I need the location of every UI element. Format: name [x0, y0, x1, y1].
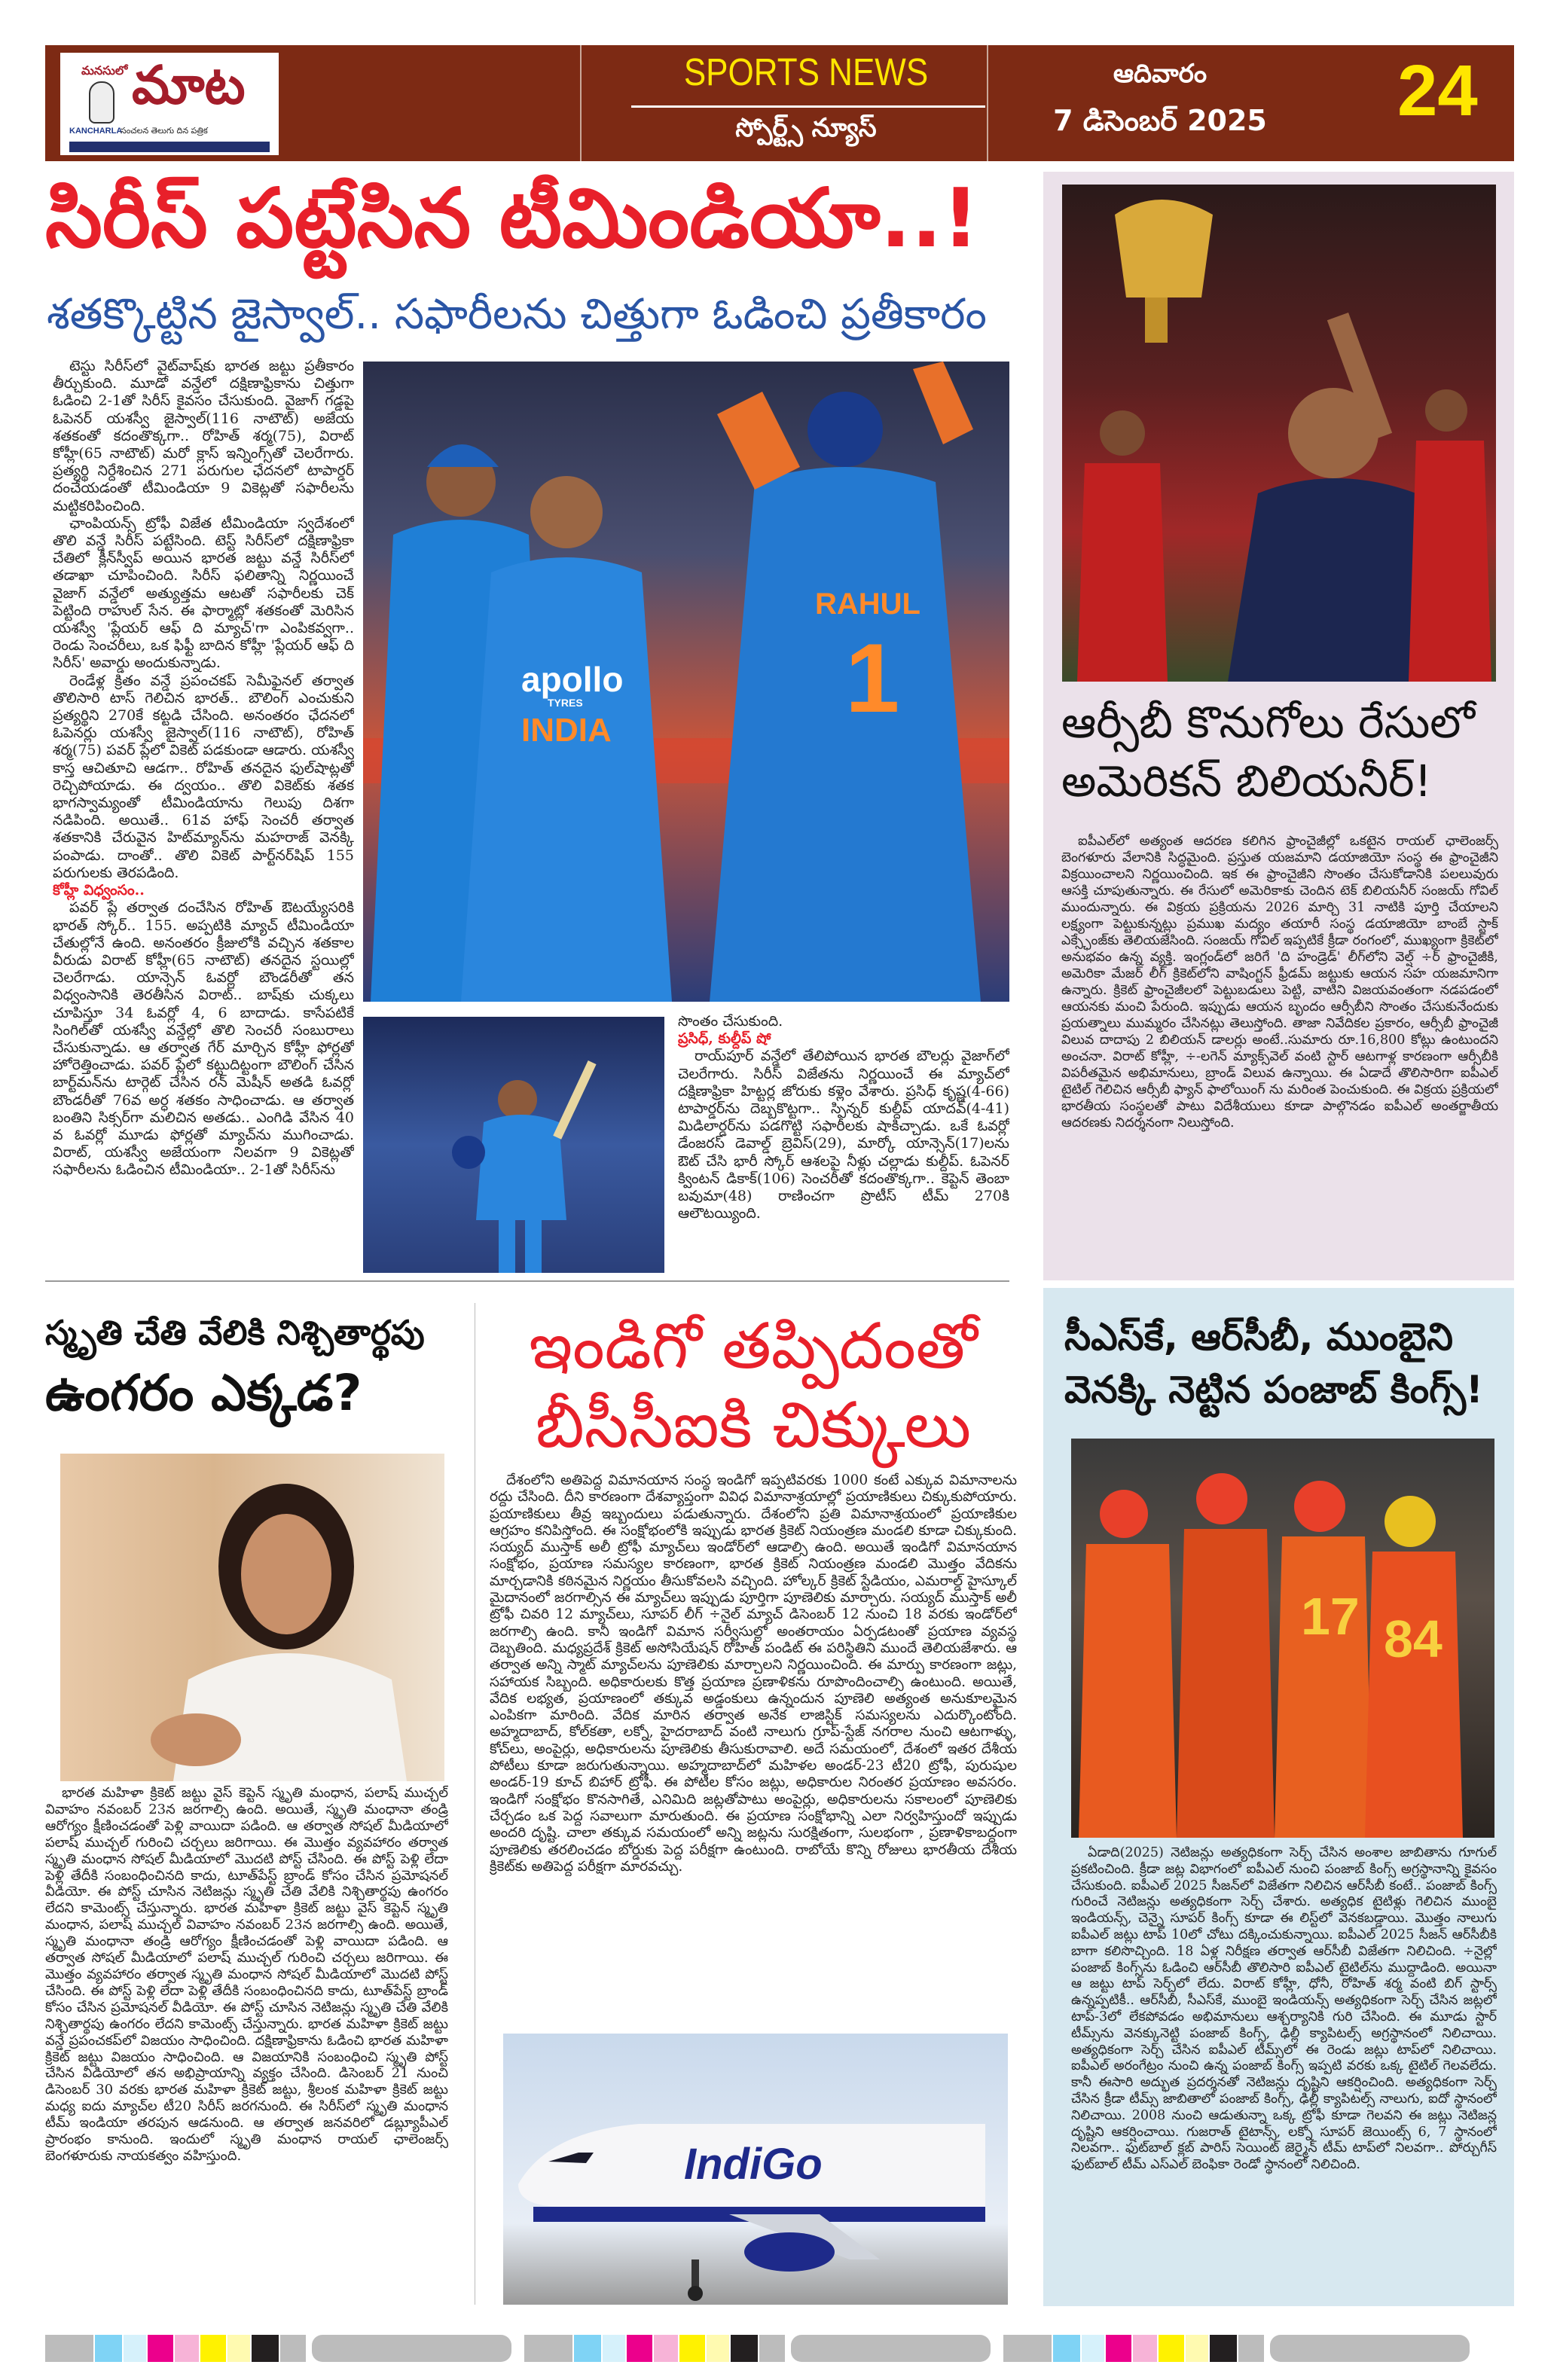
svg-text:84: 84	[1384, 1610, 1443, 1668]
indigo-story-body	[490, 1472, 1017, 2007]
jersey-sponsor: apollo	[521, 660, 624, 699]
airline-logo-text: IndiGo	[684, 2140, 823, 2189]
section-title-en: SPORTS NEWS	[683, 51, 929, 94]
gray-registration-bar	[312, 2335, 511, 2362]
color-bar-group	[524, 2335, 992, 2362]
portrait-illustration	[60, 1454, 444, 1781]
color-swatch	[280, 2335, 306, 2362]
newspaper-logo[interactable]	[60, 53, 279, 155]
rcb-photo-trophy[interactable]	[1062, 185, 1496, 682]
headline-line: అమెరికన్ బిలియనీర్!	[1061, 755, 1432, 807]
color-swatch	[1106, 2335, 1131, 2362]
paragraph: రెండేళ్ల క్రితం వన్డే ప్రపంచకప్ సెమీఫైనల్ తర్వాత తొలిసారి టాస్ గెలిచిన భారత్.. బౌలింగ్ ఎంచుకుని ప్రత్యర్థిని 270కే కట్టడి చేసింది. అనంతరం ఛేదనలో ఓపెనర్లు యశస్వీ జైస్వాల్(116 నాటౌట్), రోహిత్ శర్మ(75) పవర్ ప్లేలో వికెట్ పడకుండా ఆడారు. యశస్వీ కాస్త ఆచితూచి ఆడగా.. రోహిత్ తనదైన ఫుల్‌షాట్లతో రెచ్చిపోయాడు. ఈ ద్వయం.. తొలి వికెట్‌కు శతక భాగస్వామ్యంతో టీమిండియాను గెలుపు దిశగా నడిపింది. అయితే.. 61వ హాఫ్ సెంచరీ తర్వాత శతకానికి చేరువైన హిట్‌మ్యాన్‌ను మహరాజ్ వెనక్కి పంపాడు. దాంతో.. తొలి వికెట్ పార్ట్‌నర్‌షిప్ 155 పరుగులకు తెరపడింది.	[53, 672, 354, 881]
color-swatch	[574, 2335, 601, 2362]
gray-registration-bar	[1270, 2335, 1470, 2362]
players-illustration	[363, 362, 1009, 1002]
color-swatch	[1210, 2335, 1237, 2362]
color-swatch	[1082, 2335, 1104, 2362]
lead-headline: సిరీస్ పట్టేసిన టీమిండియా..!	[45, 172, 979, 266]
color-swatch	[148, 2335, 173, 2362]
color-swatch	[627, 2335, 652, 2362]
pbks-story-body	[1071, 1845, 1497, 2297]
logo-small-text: మనసులో	[81, 63, 128, 78]
paragraph: ఏడాది(2025) నెటిజన్లు అత్యధికంగా సెర్చ్ చేసిన అంశాల జాబితాను గూగుల్ ప్రకటించింది. క్రీడా జట్ల విభాగంలో ఐపీఎల్ నుంచి పంజాబ్ కింగ్స్ అగ్రస్థానాన్ని కైవసం చేసుకుంది. ఐపీఎల్ 2025 సీజన్‌లో విజేతగా నిలిచిన ఆర్‌సీబీ కంటే.. పంజాబ్ కింగ్స్ గురించే నెటిజన్లు అత్యధికంగా సెర్చ్ చేశారు. అత్యధిక టైటిళ్లు గెలిచిన ముంబై ఇండియన్స్, చెన్నై సూపర్ కింగ్స్ కూడా ఈ లిస్ట్‌లో వెనకబడ్డాయి. మొత్తం నాలుగు ఐపీఎల్ జట్లు టాప్ 10లో చోటు దక్కించుకున్నాయి. ఐపీఎల్ 2025 సీజన్ ఆర్‌సీబీకి బాగా కలిసొచ్చింది. 18 ఏళ్ల నిరీక్షణ తర్వాత ఆర్‌సీబీ విజేతగా నిలిచింది. ÷నైల్లో పంజాబ్ కింగ్స్‌ను ఓడించి ఆర్‌సీబీ తొలిసారి ఐపీఎల్ టైటిల్‌ను ముద్దాడింది. అయినా ఆ జట్టు టాప్ సెర్చ్‌లో లేదు. విరాట్ కోహ్లీ, ధోనీ, రోహిత్ శర్మ వంటి బిగ్ స్టార్స్ ఉన్నప్పటికీ.. ఆర్‌సీబీ, సీఎస్‌కే, ముంబై ఇండియన్స్ అత్యధికంగా సెర్చ్ చేసిన జట్లలో టాప్-3లో లేకపోవడం అభిమానులు ఆశ్చర్యానికి గురి చేసింది. ఈ మూడు స్టార్ టీమ్స్‌ను వెనక్కునెట్టి పంజాబ్ కింగ్స్, ఢిల్లీ క్యాపిటల్స్ అగ్రస్థానంలో నిలిచాయి. అత్యధికంగా సెర్చ్ చేసిన ఐపీఎల్ టీమ్స్‌లో ఈ రెండు జట్లు టాప్‌లో నిలిచాయి. ఐపీఎల్ అరంగేట్రం నుంచి ఉన్న పంజాబ్ కింగ్స్ ఇప్పటి వరకు ఒక్క టైటిల్ గెలవలేదు. కానీ ఈసారి అద్భుత ప్రదర్శనతో నెటిజన్లు దృష్టిని ఆకర్షించింది. అత్యధికంగా సెర్చ్ చేసిన క్రీడా టీమ్స్ జాబితాలో పంజాబ్ కింగ్స్, ఢిల్లీ క్యాపిటల్స్ నాలుగు, ఐదో స్థానంలో నిలిచాయి. 2008 నుంచి ఆడుతున్నా ఒక్క ట్రోఫీ కూడా గెలవని ఈ జట్లు నెటిజన్ల దృష్టిని ఆకర్షించాయి. గుజరాత్ టైటాన్స్, లక్నో సూపర్ జెయింట్స్ 6, 7 స్థానంలో నిలవగా.. ఫుట్‌బాల్ క్లబ్ పారిస్ సెయింట్ జెర్మైన్ టీమ్ టాప్‌లో నిలవగా.. పోర్చుగీస్ ఫుట్‌బాల్ టీమ్ ఎస్‌ఎల్ బెంఫికా రెండో స్థానంలో నిలిచింది.	[1071, 1845, 1497, 2173]
smriti-headline	[45, 1307, 452, 1427]
color-swatch	[227, 2335, 250, 2362]
page-number: 24	[1397, 50, 1478, 131]
color-swatch	[603, 2335, 625, 2362]
paragraph: భారత మహిళా క్రికెట్ జట్టు వైస్ కెప్టెన్ స్మృతి మంధాన, పలాష్ ముచ్చల్ వివాహం నవంబర్ 23న జరగాల్సి ఉంది. అయితే, స్మృతి మంధానా తండ్రి ఆరోగ్యం క్షీణించడంతో పెళ్లి వాయిదా పడింది. ఆ తర్వాత సోషల్ మీడియాలో పలాష్ ముచ్చల్ గురించి చర్చలు జరిగాయి. ఈ మొత్తం వ్యవహారం తర్వాత స్మృతి మంధాన సోషల్ మీడియాలో మొదటి పోస్ట్ చేసింది. ఈ పోస్ట్ పెళ్లి లేదా పెళ్లి తేదీకి సంబంధించినది కాదు, టూత్‌పేస్ట్ బ్రాండ్ కోసం చేసిన ప్రమోషనల్ వీడియో. ఈ పోస్ట్ చూసిన నెటిజన్లు స్మృతి చేతి వేలికి నిశ్చితార్థపు ఉంగరం లేదని కామెంట్స్ చేస్తున్నారు. భారత మహిళా క్రికెట్ జట్టు వైస్ కెప్టెన్ స్మృతి మంధాన, పలాష్ ముచ్చల్ వివాహం నవంబర్ 23న జరగాల్సి ఉంది. అయితే, స్మృతి మంధానా తండ్రి ఆరోగ్యం క్షీణించడంతో పెళ్లి వాయిదా పడింది. ఆ తర్వాత సోషల్ మీడియాలో పలాష్ ముచ్చల్ గురించి చర్చలు జరిగాయి. ఈ మొత్తం వ్యవహారం తర్వాత స్మృతి మంధాన సోషల్ మీడియాలో మొదటి పోస్ట్ చేసింది. ఈ పోస్ట్ పెళ్లి లేదా పెళ్లి తేదీకి సంబంధించినది కాదు, టూత్‌పేస్ట్ బ్రాండ్ కోసం చేసిన ప్రమోషనల్ వీడియో. ఈ పోస్ట్ చూసిన నెటిజన్లు స్మృతి చేతి వేలికి నిశ్చితార్థపు ఉంగరం లేదని కామెంట్స్ చేస్తున్నారు. భారత మహిళా క్రికెట్ జట్టు వన్డే ప్రపంచకప్‌లో విజయం సాధించింది. దక్షిణాఫ్రికాను ఓడించి భారత మహిళా క్రికెట్ జట్టు విజయం సాధించింది. ఆ విజయానికి సంబంధించి స్మృతి పోస్ట్ చేసిన వీడియోలో తన అభిప్రాయాన్ని వ్యక్తం చేసింది. డిసెంబర్ 21 నుంచి డిసెంబర్ 30 వరకు భారత మహిళా క్రికెట్ జట్టు, శ్రీలంక మహిళా క్రికెట్ జట్టు మధ్య ఐదు మ్యాచ్‌ల టీ20 సిరీస్ జరగనుంది. ఈ సిరీస్‌లో స్మృతి మంధాన టీమ్ ఇండియా తరపున ఆడనుంది. ఆ తర్వాత జనవరిలో డబ్ల్యూపీఎల్ ప్రారంభం కానుంది. ఇందులో స్మృతి మంధాన రాయల్ ఛాలెంజర్స్ బెంగళూరుకు నాయకత్వం వహిస్తుంది.	[45, 1785, 448, 2164]
lead-story-column-2	[678, 1013, 1009, 1277]
color-bar-group	[45, 2335, 513, 2362]
color-swatch	[524, 2335, 572, 2362]
print-registration-marks	[45, 2335, 1482, 2362]
paragraph: ఛాంపియన్స్ ట్రోఫీ విజేత టీమిండియా స్వదేశంలో తొలి వన్డే సిరీస్ పట్టేసింది. టెస్ట్ సిరీస్‌లో దక్షిణాఫ్రికా చేతిలో క్లీన్‌స్వీప్ అయిన భారత జట్టు వన్డే సిరీస్‌లో తడాఖా చూపించింది. సిరీస్ ఫలితాన్ని నిర్ణయించే వైజాగ్ వన్డేలో అత్యుత్తమ ఆటతో సఫారీలకు చెక్ పెట్టింది రాహుల్ సేన. ఈ ఫార్మాట్లో శతకంతో మెరిసిన యశస్వీ 'ప్లేయర్ ఆఫ్ ది మ్యాచ్'గా ఎంపికవ్వగా.. రెండు సెంచరీలు, ఒక ఫిఫ్టీ బాదిన కోహ్లీ 'ప్లేయర్ ఆఫ్ ది సిరీస్' అవార్డు అందుకున్నాడు.	[53, 514, 354, 672]
color-swatch	[124, 2335, 146, 2362]
color-swatch	[1238, 2335, 1264, 2362]
color-swatch	[654, 2335, 678, 2362]
color-bar-group	[1003, 2335, 1471, 2362]
headline-line: ఇండిగో తప్పిదంతో	[529, 1309, 978, 1383]
logo-portrait-icon	[89, 81, 114, 124]
color-swatch	[707, 2335, 729, 2362]
svg-text:17: 17	[1301, 1587, 1360, 1646]
rcb-story-panel	[1043, 172, 1514, 1280]
indigo-headline	[490, 1307, 1017, 1465]
paragraph: ఐపీఎల్‌లో అత్యంత ఆదరణ కలిగిన ఫ్రాంచైజీల్లో ఒకటైన రాయల్ ఛాలెంజర్స్ బెంగళూరు వేలానికి సిద్ధమైంది. ప్రస్తుత యజమాని డయాజియో సంస్థ ఈ ఫ్రాంచైజీని విక్రయించాలని నిర్ణయించింది. ఇక ఈ ఫ్రాంచైజీని సొంతం చేసుకోడానికి పలలువురు ఆసక్తి చూపుతున్నారు. ఈ రేసులో అమెరికాకు చెందిన టెక్ బిలియనీర్ సంజయ్ గోవిల్ ముందున్నారు. ఈ విక్రయ ప్రక్రియను 2026 మార్చి 31 నాటికి పూర్తి చేయాలని లక్ష్యంగా పెట్టుకున్నట్లు ప్రముఖ మద్యం తయారీ సంస్థ డయాజియో బాంబే స్టాక్ ఎక్స్ఛేంజ్‌కు తెలియజేసింది. సంజయ్ గోవిల్ ఇప్పటికే క్రీడా రంగంలో, ముఖ్యంగా క్రికెట్‌లో అనుభవం ఉన్న వ్యక్తి. ఇంగ్లండ్‌లో జరిగే 'ది హండ్రెడ్' లీగ్‌లోని వెల్ష్ ÷ర్ ఫ్రాంచైజీకి, అమెరికా మేజర్ లీగ్ క్రికెట్‌లోని వాషింగ్టన్ ఫ్రీడమ్ జట్టుకు ఆయన సహ యజమానిగా ఉన్నారు. క్రికెట్ ఫ్రాంచైజీలలో పెట్టుబడులు పెట్టి, వాటిని విజయవంతంగా నడపడంలో ఆయనకు మంచి పేరుంది. ఇప్పుడు ఆయన బృందం ఆర్సీబీని సొంతం చేసుకునేందుకు ప్రయత్నాలు ముమ్మరం చేసినట్లు తెలుస్తోంది. తాజా నివేదికల ప్రకారం, ఆర్సీబీ ఫ్రాంచైజీ విలువ దాదాపు 2 బిలియన్ డాలర్లు అంటే..సుమారు రూ.16,800 కోట్లు ఉంటుందని అంచనా. విరాట్ కోహ్లీ, ÷-లగెన్ మ్యాక్స్‌వెల్ వంటి స్టార్ ఆటగాళ్ల కారణంగా ఆర్సీబీకి విపరీతమైన అభిమానులు, బ్రాండ్ విలువ ఉన్నాయి. ఈ ఏడాదే తొలిసారిగా ఐపీఎల్ టైటిల్ గెలిచిన ఆర్సీబీ ఫ్యాన్ ఫాలోయింగ్ ను మరింత పెంచుకుంది. ఈ విక్రయ ప్రక్రియలో భారతీయ సంస్థలతో పాటు విదేశీయులు కూడా పాల్గొనడం ఐపీఎల్ అంతర్జాతీయ ఆదరణకు నిదర్శనంగా నిలుస్తోంది.	[1061, 834, 1498, 1130]
players-illustration	[1071, 1439, 1494, 1838]
issue-date: 7 డిసెంబర్ 2025	[1053, 104, 1267, 137]
logo-brand: KANCHARLA	[69, 127, 123, 136]
color-swatch	[679, 2335, 705, 2362]
pbks-headline	[1064, 1311, 1501, 1416]
color-swatch	[200, 2335, 226, 2362]
masthead	[45, 45, 1514, 161]
logo-tagline: సంచలన తెలుగు దిన పత్రిక	[121, 126, 208, 136]
color-swatch	[252, 2335, 279, 2362]
lead-photo-batsman-celebration[interactable]	[363, 1017, 664, 1273]
headline-line: సీఎస్‌కే, ఆర్‌సీబీ, ముంబైని	[1064, 1315, 1454, 1359]
crosshead: కోహ్లీ విధ్వంసం..	[53, 882, 145, 899]
headline-line: ఉంగరం ఎక్కడ?	[45, 1364, 362, 1422]
lead-story-column-1	[53, 358, 354, 1273]
pbks-photo-team[interactable]	[1071, 1439, 1494, 1838]
headline-line: బీసీసీఐకి చిక్కులు	[535, 1388, 972, 1462]
headline-line: స్మృతి చేతి వేలికి నిశ్చితార్థపు	[45, 1313, 425, 1353]
rcb-headline	[1061, 693, 1498, 810]
color-swatch	[95, 2335, 122, 2362]
jersey-team: INDIA	[521, 712, 612, 749]
logo-bar	[69, 142, 270, 152]
gray-registration-bar	[791, 2335, 991, 2362]
color-swatch	[1159, 2335, 1184, 2362]
color-swatch	[175, 2335, 199, 2362]
color-swatch	[731, 2335, 758, 2362]
paragraph: సొంతం చేసుకుంది.	[678, 1013, 783, 1030]
color-swatch	[1133, 2335, 1157, 2362]
jersey-number: 1	[845, 623, 900, 733]
color-swatch	[1186, 2335, 1208, 2362]
color-swatch	[45, 2335, 93, 2362]
paragraph: టెస్టు సిరీస్‌లో వైట్‌వాష్‌కు భారత జట్టు ప్రతీకారం తీర్చుకుంది. మూడో వన్డేలో దక్షిణాఫ్రికాను చిత్తుగా ఓడించి 2-1తో సిరీస్ కైవసం చేసుకుంది. వైజాగ్ గడ్డపై ఓపెనర్ యశస్వీ జైస్వాల్(116 నాటౌట్) అజేయ శతకంతో కదంతొక్కగా.. రోహిత్ శర్మ(75), విరాట్ కోహ్లీ(65 నాటౌట్) మరో క్లాస్ ఇన్నింగ్స్‌తో చెలరేగారు. ప్రత్యర్థి నిర్దేశించిన 271 పరుగుల ఛేదనలో టాపార్డర్ దంచేయడంతో టీమిండియా 9 వికెట్లతో సఫారీలను మట్టికరిపించింది.	[53, 358, 354, 514]
color-swatch	[1053, 2335, 1080, 2362]
trophy-celebration-illustration	[1062, 185, 1496, 682]
logo-title: మాట	[132, 54, 246, 116]
batsman-illustration	[363, 1017, 664, 1273]
crosshead: ప్రసిధ్, కుల్దీప్ షో	[678, 1030, 771, 1048]
pbks-story-panel	[1043, 1288, 1514, 2306]
lead-subheadline: శతక్కొట్టిన జైస్వాల్.. సఫారీలను చిత్తుగా ఓడించి ప్రతీకారం	[47, 290, 987, 339]
smriti-story-body	[45, 1785, 448, 2301]
smriti-photo[interactable]	[60, 1454, 444, 1781]
jersey-name: RAHUL	[815, 587, 920, 621]
rcb-story-body	[1061, 833, 1498, 1270]
headline-line: ఆర్సీబీ కొనుగోలు రేసులో	[1061, 697, 1475, 748]
paragraph: రాయ్‌పూర్ వన్డేలో తేలిపోయిన భారత బౌలర్లు వైజాగ్‌లో చెలరేగారు. సిరీస్ విజేతను నిర్ణయించే ఈ మ్యాచ్‌లో దక్షిణాఫ్రికా హిట్టర్ల జోరుకు కళ్లెం వేశారు. ప్రసిధ్ కృష్ణ(4-66) టాపార్డర్‌ను దెబ్బకొట్టగా.. స్పిన్నర్ కుల్దీప్ యాదవ్(4-41) మిడిలార్డర్‌ను పడగొట్టి సఫారీలకు షాకిచ్చాడు. ఒకే ఓవర్లో డేంజరస్ డెవాల్డ్ బ్రెవిస్(29), మార్కో యాన్సెన్(17)లను ఔట్ చేసి భారీ స్కోర్ ఆశలపై నీళ్లు చల్లాడు కుల్దీప్. ఓపెనర్ క్వింటన్ డికాక్(106) సెంచరీతో కదంతొక్కగా.. కెప్టెన్ తెంబా బవుమా(48) రాణించగా ప్రొటీస్ టీమ్ 270కి ఆలౌటయ్యింది.	[678, 1048, 1009, 1222]
paragraph: పవర్ ప్లే తర్వాత దంచేసిన రోహిత్ ఔటయ్యేసరికి భారత్ స్కోర్.. 155. అప్పటికి మ్యాచ్ టీమిండియా చేతుల్లోనే ఉంది. అనంతరం క్రీజులోకి వచ్చిన శతకాల వీరుడు విరాట్ కోహ్లీ(65 నాటౌట్) తనదైన స్టయిల్లో చెలరేగాడు. యాన్సెన్ ఓవర్లో బౌండరీతో తన విధ్వంసానికి తెరతీసిన విరాట్.. బాష్‌కు చుక్కలు చూపిస్తూ 34 ఓవర్లో 4, 6 బాదాడు. కాసేపటికే సింగిల్‌తో యశస్వీ వన్డేల్లో తొలి సెంచరీ సంబురాలు చేసుకున్నాడు. ఆ తర్వాత గేర్ మార్చిన కోహ్లీ ఫోర్లతో హోరెత్తించాడు. పవర్ ప్లేలో కట్టుదిట్టంగా బౌలింగ్ చేసిన బార్ట్‌మన్‌ను టార్గెట్ చేసిన రన్ మెషీన్ అతడి ఓవర్లో బౌండరీతో 76వ అర్ధ శతకం సాధించాడు. ఆ తర్వాత బంతిని సిక్సర్‌గా మలిచిన అతడు.. ఎంగిడి వేసిన 40 వ ఓవర్లో మూడు ఫోర్లతో మ్యాచ్‌ను ముగించాడు. విరాట్, యశస్వీ అజేయంగా నిలవగా 9 వికెట్లతో సఫారీలను ఓడించిన టీమిండియా.. 2-1తో సిరీస్‌ను	[53, 899, 354, 1179]
section-title-te: స్పోర్ట్స్ న్యూస్	[735, 113, 877, 143]
paragraph: దేశంలోని అతిపెద్ద విమానయాన సంస్థ ఇండిగో ఇప్పటివరకు 1000 కంటే ఎక్కువ విమానాలను రద్దు చేసింది. దీని కారణంగా దేశవ్యాప్తంగా వివిధ విమానాశ్రయాల్లో ప్రయాణికులు చిక్కుకుపోయారు. ప్రయాణికులు తీవ్ర ఇబ్బందులు పడుతున్నారు. దేశంలోని ప్రతి విమానాశ్రయంలో ప్రయాణికుల ఆగ్రహం కనిపిస్తోంది. ఈ సంక్షోభంలోకి ఇప్పుడు భారత క్రికెట్ నియంత్రణ మండలి కూడా చిక్కుకుంది. సయ్యద్ ముస్తాక్ అలీ ట్రోఫీ మ్యాచ్‌లు ఇండోర్‌లో ఆడాల్సి ఉంది. అయితే ఇండిగో విమానయాన సంక్షోభం, ప్రయాణ సమస్యల కారణంగా, భారత క్రికెట్ నియంత్రణ మండలి మొత్తం వేదికను మార్చడానికి కఠినమైన నిర్ణయం తీసుకోవలసి వచ్చింది. హోల్కర్ క్రికెట్ స్టేడియం, ఎమరాల్డ్ హైస్కూల్ మైదానంలో జరగాల్సిన ఈ మ్యాచ్‌లు ఇప్పుడు పూర్తిగా పూణెలికు మార్చారు. సయ్యద్ ముస్తాక్ అలీ ట్రోఫీ చివరి 12 మ్యాచ్‌లు, సూపర్ లీగ్ ÷నైల్ మ్యాచ్ డిసెంబర్ 12 నుంచి 18 వరకు ఇండోర్‌లో జరగాల్సి ఉంది. కానీ ఇండిగో విమాన సర్వీసుల్లో అంతరాయం ఏర్పడటంతో ప్రయాణ వ్యవస్థ దెబ్బతింది. మధ్యప్రదేశ్ క్రికెట్ అసోసియేషన్ రోహిత్ పండిట్ ఈ పరిస్థితిని ముందే తెలియజేశారు. ఆ తర్వాత అన్ని స్మాట్ మ్యాచ్‌లను పూణెలికు మార్చాలని నిర్ణయించింది. ఈ మార్పు కారణంగా జట్లు, సహాయక సిబ్బంది. అధికారులకు కొత్త ప్రయాణ ప్రణాళికను రూపొందించాల్సి ఉంటుంది. అయితే, వేదిక లభ్యత, ప్రయాణంలో తక్కువ అడ్డంకులు ఉన్నందున పూణెలి అత్యంత అనుకూలమైన ఎంపికగా మారింది. వేదిక మారిన తర్వాత అనేక లాజిస్టిక్ సమస్యలను ఎదుర్కొంటోంది. అహ్మదాబాద్, కోల్‌కతా, లక్నో, హైదరాబాద్ వంటి నాలుగు గ్రూప్-స్టేజ్ నగరాల నుంచి ఆటగాళ్ళు, కోచ్‌లు, అంపైర్లు, అధికారులను పూణెలికు తీసుకురావాలి. అదే సమయంలో, దేశంలో ఇతర దేశీయ పోటీలు కూడా జరుగుతున్నాయి. అహ్మదాబాద్‌లో మహిళల అండర్-23 టీ20 ట్రోఫీ, పురుషుల అండర్-19 కూచ్ బిహార్ ట్రోఫీ. ఈ పోటీల కోసం జట్లు, అధికారుల నిరంతర ప్రయాణం అవసరం. ఇండిగో సంక్షోభం కొనసాగితే, ఎనిమిది జట్లతోపాటు అంపైర్లు, అధికారులను సకాలంలో పూణెలికు చేర్చడం ఒక పెద్ద సవాలుగా మారుతుంది. ఈ ప్రయాణ సంక్షోభాన్ని ఎలా నిర్వహిస్తుందో ఇప్పుడు అందరి దృష్టి. చాలా తక్కువ సమయంలో అన్ని జట్లను సురక్షితంగా, సులభంగా , ప్రణాళికాబద్ధంగా పూణెలికు తరలించడం బోర్డుకు పెద్ద పరీక్షగా ఉంటుంది. రాబోయే కొన్ని రోజులు భారతీయ దేశీయ క్రికెట్‌కు అతిపెద్ద పరీక్షగా మారవచ్చు.	[490, 1472, 1017, 1875]
headline-line: వెనక్కి నెట్టిన పంజాబ్ కింగ్స్!	[1064, 1368, 1483, 1411]
color-swatch	[1003, 2335, 1052, 2362]
lead-photo-team-celebration[interactable]	[363, 362, 1009, 1002]
section-divider	[45, 1280, 1009, 1282]
indigo-plane-photo[interactable]	[503, 2034, 1008, 2305]
jersey-sponsor-sub: TYRES	[548, 697, 583, 709]
color-swatch	[759, 2335, 785, 2362]
issue-day: ఆదివారం	[1113, 59, 1207, 89]
